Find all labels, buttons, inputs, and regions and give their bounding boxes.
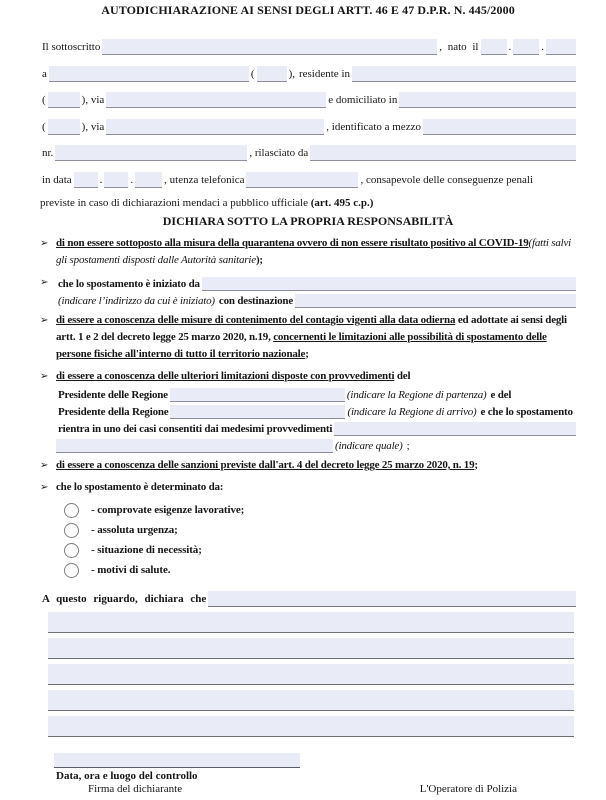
free-declaration-line-4[interactable] — [48, 690, 574, 711]
trip-reason-statement: che lo spostamento è determinato da: — [56, 480, 224, 493]
residence-street-field[interactable] — [106, 92, 326, 108]
free-declaration-row — [40, 586, 576, 607]
label-via: ), via — [81, 94, 105, 106]
hint-indicare-quale: (indicare quale) — [335, 439, 403, 452]
domicile-city-field[interactable] — [399, 92, 576, 108]
dot-separator: . — [99, 173, 103, 186]
reason-options — [64, 500, 576, 580]
label-a: a — [42, 67, 47, 80]
allowed-case-row-2 — [56, 436, 576, 453]
hint-regione-partenza: (indicare la Regione di partenza) — [346, 388, 487, 401]
paren-open: ( — [42, 94, 46, 106]
issue-month-field[interactable] — [104, 172, 128, 188]
label-presidente-della-regione: Presidente della Regione — [58, 405, 169, 418]
domicile-province-field[interactable] — [48, 119, 80, 135]
label-rilasciato-da: , rilasciato da — [249, 147, 309, 159]
intro-row-2 — [40, 63, 576, 82]
intro-row-1 — [40, 36, 576, 55]
quarantine-note: (fatti salvi gli spostamenti disposti dalle Autorità sanitarie — [56, 237, 572, 266]
residence-province-field[interactable] — [48, 92, 80, 108]
birth-place-field[interactable] — [49, 66, 249, 82]
region-arrival-row — [56, 402, 576, 419]
hint-regione-arrivo: (indicare la Regione di arrivo) — [347, 405, 477, 418]
form-title: AUTODICHIARAZIONE AI SENSI DEGLI ARTT. 46 E 47 D.P.R. N. 445/2000 — [101, 3, 515, 17]
reason-label-urgency: - assoluta urgenza; — [91, 524, 178, 536]
control-label: Data, ora e luogo del controllo — [56, 770, 198, 782]
domicile-street-field[interactable] — [106, 119, 324, 135]
measures-statement-1: di essere a conoscenza delle misure di contenimento del contagio vigenti alla data odierna — [56, 314, 456, 326]
intro-row-3 — [40, 89, 576, 108]
full-name-field[interactable] — [102, 39, 437, 55]
measures-statement-end: ; — [305, 348, 309, 360]
radio-health[interactable] — [64, 563, 79, 578]
reason-label-health: - motivi di salute. — [91, 564, 171, 576]
bullet-quarantine — [40, 235, 576, 269]
reason-label-work: - comprovate esigenze lavorative; — [91, 504, 245, 516]
label-presidente-delle-regione: Presidente delle Regione — [58, 388, 168, 401]
id-document-type-field[interactable] — [423, 119, 576, 135]
regional-limits-statement: di essere a conoscenza delle ulteriori limitazioni disposte con provvedimenti — [56, 369, 395, 382]
bullet-trip-start — [40, 274, 576, 308]
police-officer-signature-label: L'Operatore di Polizia — [419, 783, 517, 795]
arrow-bullet-icon: ➢ — [40, 481, 49, 493]
regional-limits-intro — [56, 368, 576, 385]
label-consapevole: , consapevole delle conseguenze penali — [360, 173, 534, 186]
free-declaration-line-5[interactable] — [48, 716, 574, 737]
intro-row-5 — [40, 142, 576, 161]
declaration-items — [40, 235, 576, 580]
trip-destination-row — [56, 291, 576, 308]
trip-start-row — [56, 274, 576, 291]
arrow-bullet-icon: ➢ — [40, 315, 49, 326]
region-departure-row — [56, 385, 576, 402]
reason-option-urgency — [64, 520, 576, 540]
allowed-case-field-1[interactable] — [334, 422, 576, 436]
label-residente-in: residente in — [298, 67, 350, 80]
birth-day-field[interactable] — [481, 39, 507, 55]
measures-statement-2: ed adottate ai sensi degli artt. 1 e 2 del decreto legge 25 marzo 2020, n.19, — [56, 314, 567, 343]
label-e-che-lo-spostamento: e che lo spostamento — [480, 405, 573, 418]
dot-separator: . — [541, 41, 544, 53]
arrow-bullet-icon: ➢ — [40, 238, 49, 249]
bullet-trip-reason — [40, 479, 576, 496]
label-nr: nr. — [42, 147, 54, 159]
bullet-regional-limits — [40, 368, 576, 453]
paren-open: ( — [42, 120, 46, 133]
label-il-sottoscritto: Il sottoscritto — [42, 41, 101, 53]
free-declaration-field-0[interactable] — [208, 591, 576, 607]
dot-separator: . — [130, 173, 134, 186]
quarantine-statement: di non essere sottoposto alla misura della quarantena ovvero di non essere risultato positivo al COVID-19 — [56, 237, 529, 249]
regional-limits-del: del — [394, 369, 411, 382]
dot-separator: . — [508, 41, 512, 53]
paren-close: ), — [288, 67, 295, 80]
intro-row-4 — [40, 116, 576, 135]
intro-row-6 — [40, 169, 576, 188]
signature-section — [40, 753, 576, 795]
label-a-questo-riguardo: A questo riguardo, dichiara che — [42, 593, 207, 605]
label-rientra-casi: rientra in uno dei casi consentiti dai medesimi provvedimenti — [58, 422, 333, 435]
paren-open: ( — [250, 67, 255, 80]
allowed-case-end: ; — [406, 439, 410, 452]
signature-row — [40, 783, 576, 795]
label-e-del: e del — [490, 388, 512, 401]
label-in-data: in data — [42, 173, 72, 186]
reason-label-necessity: - situazione di necessità; — [91, 544, 202, 556]
phone-number-field[interactable] — [246, 172, 358, 188]
label-nato-il: , nato il — [439, 41, 479, 53]
issue-year-field[interactable] — [135, 172, 162, 188]
region-arrival-field[interactable] — [170, 405, 345, 419]
free-declaration-line-1[interactable] — [48, 612, 574, 633]
label-utenza-telefonica: , utenza telefonica — [164, 173, 245, 186]
free-declaration-line-3[interactable] — [48, 664, 574, 685]
sanctions-end: ; — [474, 459, 478, 471]
allowed-case-field-2[interactable] — [56, 439, 333, 453]
radio-urgency[interactable] — [64, 523, 79, 538]
hint-indirizzo-iniziato: (indicare l’indirizzo da cui è iniziato) — [58, 294, 215, 307]
label-domiciliato-in: e domiciliato in — [328, 94, 398, 106]
free-declaration-line-2[interactable] — [48, 638, 574, 659]
intro-row-7 — [40, 195, 576, 211]
arrow-bullet-icon: ➢ — [40, 276, 49, 288]
label-spostamento-iniziato: che lo spostamento è iniziato da — [58, 277, 200, 290]
birth-month-field[interactable] — [513, 39, 539, 55]
label-art-495: (art. 495 c.p.) — [310, 197, 374, 209]
reason-option-health — [64, 560, 576, 580]
declaration-heading: DICHIARA SOTTO LA PROPRIA RESPONSABILITÀ — [162, 214, 454, 228]
declarant-signature-label: Firma del dichiarante — [88, 783, 183, 795]
radio-work[interactable] — [64, 503, 79, 518]
radio-necessity[interactable] — [64, 543, 79, 558]
bullet-sanctions — [40, 457, 576, 474]
birth-year-field[interactable] — [546, 39, 576, 55]
allowed-case-row-1 — [56, 419, 576, 436]
arrow-bullet-icon: ➢ — [40, 460, 49, 471]
personal-data-section — [40, 36, 576, 211]
region-departure-field[interactable] — [170, 388, 345, 402]
reason-option-necessity — [64, 540, 576, 560]
sanctions-statement: di essere a conoscenza delle sanzioni previste dall'art. 4 del decreto legge 25 marzo 2020, n. 19 — [56, 459, 475, 471]
label-previste: previste in caso di dichiarazioni mendaci a pubblico ufficiale — [40, 197, 311, 209]
label-via: ), via — [81, 120, 105, 133]
reason-option-work — [64, 500, 576, 520]
id-issuer-field[interactable] — [310, 145, 576, 161]
measures-statement-3: concernenti le limitazioni alle possibilità di spostamento delle persone fisiche all'interno di tutto il territorio nazionale — [56, 331, 547, 360]
trip-destination-field[interactable] — [295, 294, 576, 308]
arrow-bullet-icon: ➢ — [40, 370, 49, 382]
birth-province-field[interactable] — [257, 66, 287, 82]
label-identificato-a-mezzo: , identificato a mezzo — [326, 120, 421, 133]
issue-day-field[interactable] — [74, 172, 98, 188]
residence-city-field[interactable] — [352, 66, 576, 82]
control-datetime-field[interactable] — [54, 753, 300, 768]
quarantine-note-end: ); — [255, 254, 263, 266]
trip-origin-field[interactable] — [202, 277, 576, 291]
id-document-number-field[interactable] — [55, 145, 247, 161]
bullet-containment-measures — [40, 312, 576, 363]
label-con-destinazione: con destinazione — [218, 294, 293, 307]
